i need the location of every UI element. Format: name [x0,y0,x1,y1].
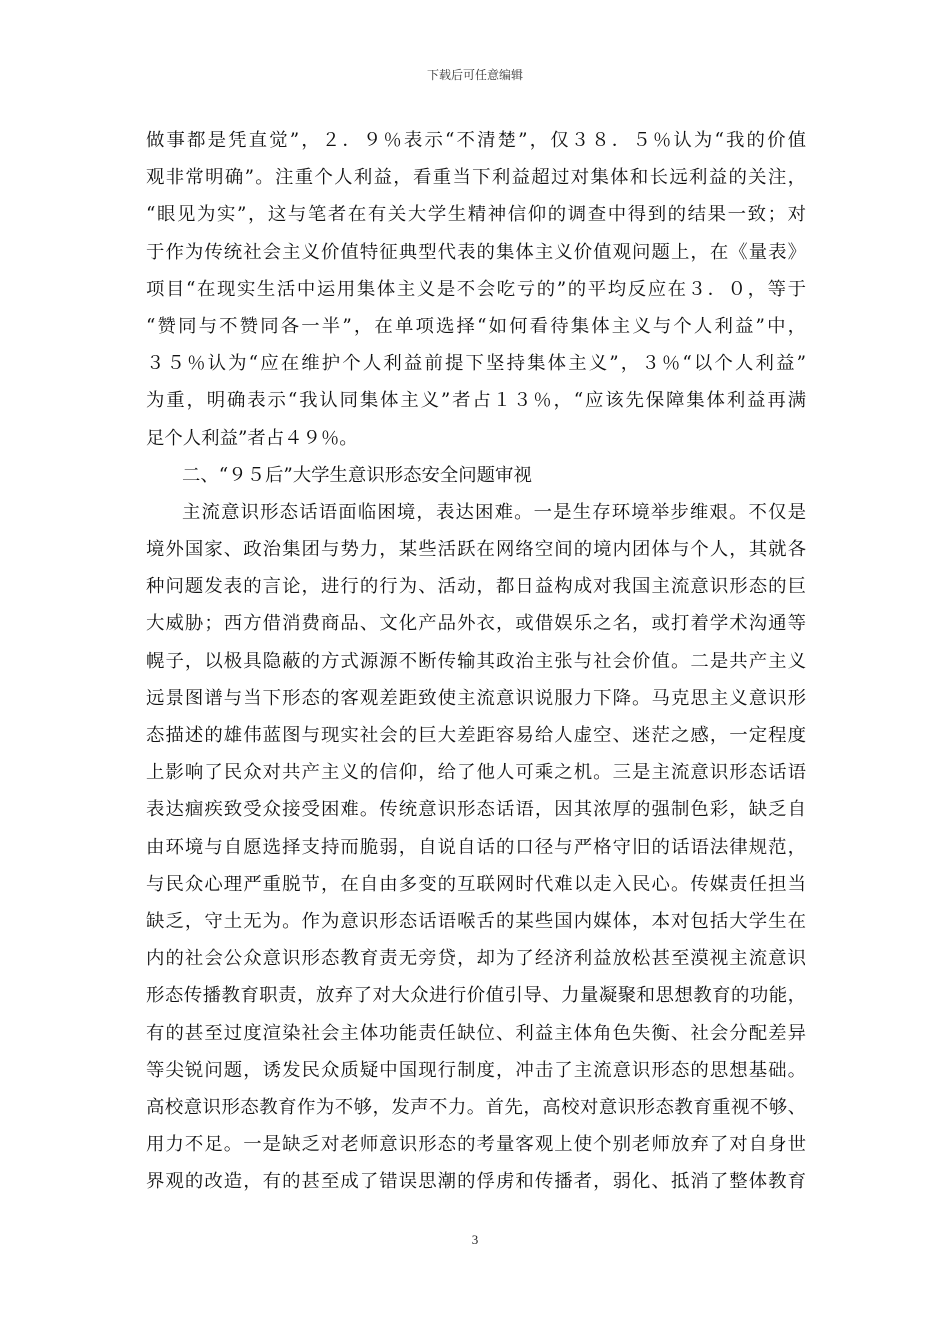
text-line: ３５％认为“应在维护个人利益前提下坚持集体主义”，３％“以个人利益” [146,353,806,375]
text-line: 等尖锐问题，诱发民众质疑中国现行制度，冲击了主流意识形态的思想基础。 [146,1059,806,1081]
page-number: 3 [471,1232,479,1247]
text-line: 高校意识形态教育作为不够，发声不力。首先，高校对意识形态教育重视不够、 [146,1096,806,1118]
text-line: “眼见为实”，这与笔者在有关大学生精神信仰的调查中得到的结果一致；对 [146,204,806,226]
text-line: 由环境与自愿选择支持而脆弱，自说自话的口径与严格守旧的话语法律规范， [146,836,806,858]
text-line: 态描述的雄伟蓝图与现实社会的巨大差距容易给人虚空、迷茫之感，一定程度 [146,725,806,746]
text-line: 表达痼疾致受众接受困难。传统意识形态话语，因其浓厚的强制色彩，缺乏自 [146,799,806,821]
text-line: 上影响了民众对共产主义的信仰，给了他人可乘之机。三是主流意识形态话语 [146,762,806,784]
page-header: 下载后可任意编辑 [426,68,523,82]
text-line: 境外国家、政治集团与势力，某些活跃在网络空间的境内团体与个人，其就各 [146,539,806,561]
text-line: 内的社会公众意识形态教育责无旁贷，却为了经济利益放松甚至漠视主流意识 [146,948,806,970]
text-line: 用力不足。一是缺乏对老师意识形态的考量客观上使个别老师放弃了对自身世 [146,1134,806,1156]
text-line: 主流意识形态话语面临困境，表达困难。一是生存环境举步维艰。不仅是 [182,501,806,523]
section-heading: 二、“９５后”大学生意识形态安全问题审视 [182,464,532,486]
text-line: 缺乏，守土无为。作为意识形态话语喉舌的某些国内媒体，本对包括大学生在 [146,910,806,932]
text-line: 有的甚至过度渲染社会主体功能责任缺位、利益主体角色失衡、社会分配差异 [146,1022,806,1044]
text-line: 幌子，以极具隐蔽的方式源源不断传输其政治主张与社会价值。二是共产主义 [146,650,806,672]
text-line: 大威胁；西方借消费商品、文化产品外衣，或借娱乐之名，或打着学术沟通等 [146,613,806,635]
text-line: 观非常明确”。注重个人利益，看重当下利益超过对集体和长远利益的关注， [146,167,806,189]
text-line: 远景图谱与当下形态的客观差距致使主流意识说服力下降。马克思主义意识形 [146,687,806,709]
text-line: 形态传播教育职责，放弃了对大众进行价值引导、力量凝聚和思想教育的功能， [146,985,806,1007]
text-line: 为重，明确表示“我认同集体主义”者占１３％，“应该先保障集体利益再满 [146,390,806,412]
text-line: 足个人利益”者占４９％。 [146,427,358,449]
text-line: 与民众心理严重脱节，在自由多变的互联网时代难以走入民心。传媒责任担当 [146,873,806,895]
text-line: 种问题发表的言论，进行的行为、活动，都日益构成对我国主流意识形态的巨 [146,576,806,598]
text-line: 于作为传统社会主义价值特征典型代表的集体主义价值观问题上，在《量表》 [146,241,806,263]
text-line: 项目“在现实生活中运用集体主义是不会吃亏的”的平均反应在３．０，等于 [146,278,806,300]
text-line: 界观的改造，有的甚至成了错误思潮的俘虏和传播者，弱化、抵消了整体教育 [146,1171,806,1193]
text-line: 做事都是凭直觉”，２．９％表示“不清楚”，仅３８．５％认为“我的价值 [146,130,806,151]
body-text [146,122,806,1200]
text-line: “赞同与不赞同各一半”，在单项选择“如何看待集体主义与个人利益”中， [146,315,806,337]
